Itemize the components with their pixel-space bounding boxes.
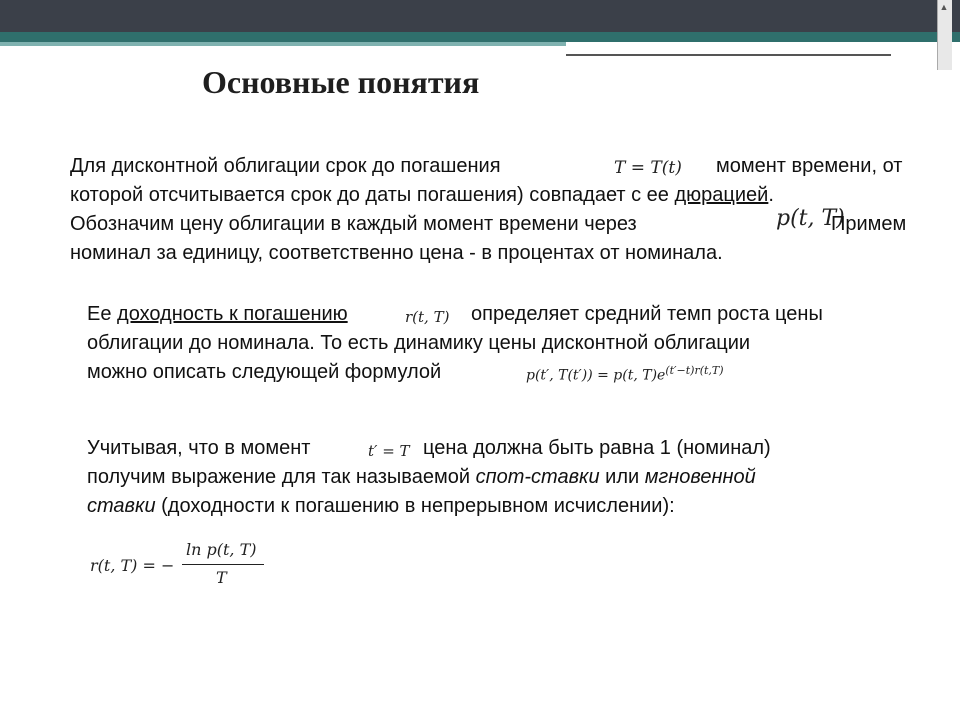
formula-numerator: ln p(t, T) — [186, 540, 257, 559]
para2-line3-math — [526, 364, 724, 384]
para3-line1-text-a: Учитывая, что в момент — [87, 437, 311, 459]
para1-line1-math: T = T(t) — [614, 158, 682, 178]
para2-line3-text: можно описать следующей формулой — [87, 361, 442, 383]
para1-line1-text-b: момент времени, от — [716, 155, 903, 177]
para1-line1 — [70, 152, 501, 181]
para2-line2-text: облигации до номинала. То есть динамику цены дисконтной облигации — [87, 332, 751, 354]
para2-line3 — [87, 358, 441, 387]
ytm-link[interactable]: доходность к погашению — [117, 303, 348, 325]
para1-line2-text-a: которой отсчитывается срок до даты погашения) совпадает с ее — [70, 184, 669, 206]
para1-line3-math: p(t, T) — [776, 206, 845, 231]
para3-line3-text: (доходности к погашению в непрерывном исчислении): — [161, 495, 675, 517]
para3-line3 — [87, 492, 675, 521]
scroll-up-icon[interactable]: ▲ — [939, 2, 949, 12]
para2-line1 — [87, 300, 348, 329]
formula-lhs: r(t, T) = − — [90, 556, 175, 575]
para3-line2 — [87, 463, 756, 492]
spot-rate-term: спот-ставки — [475, 466, 600, 488]
para1-line2 — [70, 181, 774, 210]
header-divider — [566, 54, 891, 56]
para2-line1-text-a: Ее — [87, 303, 112, 325]
header-band — [0, 0, 960, 32]
instant-rate-term: мгновенной — [644, 466, 756, 488]
duration-link[interactable]: дюрацией — [674, 184, 769, 206]
para1-line4 — [70, 239, 723, 268]
para2-line2 — [87, 329, 750, 358]
para2-line1-text-b: определяет средний темп роста цены — [471, 303, 823, 325]
para1-line3 — [70, 210, 637, 239]
para3-line1-text-b: цена должна быть равна 1 (номинал) — [423, 437, 771, 459]
para1-line1-text-a: Для дисконтной облигации срок до погашения — [70, 155, 501, 177]
price-formula: p(t′, T(t′)) = p(t, T)e — [526, 367, 666, 384]
para1-line1-tail — [716, 152, 902, 181]
para1-line4-text: номинал за единицу, соответственно цена - в процентах от номинала. — [70, 242, 723, 264]
formula-denominator: T — [216, 568, 227, 587]
header-accent-band — [0, 32, 960, 42]
rate-term: ставки — [87, 495, 156, 517]
para3-line1 — [87, 434, 310, 463]
fraction-bar — [182, 564, 264, 565]
para1-line3-tail — [831, 210, 906, 239]
para1-line3-text-b: Примем — [831, 213, 907, 235]
para3-line1-tail — [423, 434, 771, 463]
slide-title: Основные понятия — [202, 64, 480, 100]
para3-line2-text-a: получим выражение для так называемой — [87, 466, 470, 488]
para2-line1-tail — [471, 300, 823, 329]
para2-line1-math: r(t, T) — [405, 308, 450, 326]
para3-line1-math: t′ = T — [368, 442, 410, 460]
para1-line3-text-a: Обозначим цену облигации в каждый момент времени через — [70, 213, 637, 235]
para1-line2-text-b: . — [768, 184, 774, 206]
para3-line2-text-b: или — [605, 466, 640, 488]
price-formula-exponent: (t′−t)r(t,T) — [665, 364, 724, 377]
